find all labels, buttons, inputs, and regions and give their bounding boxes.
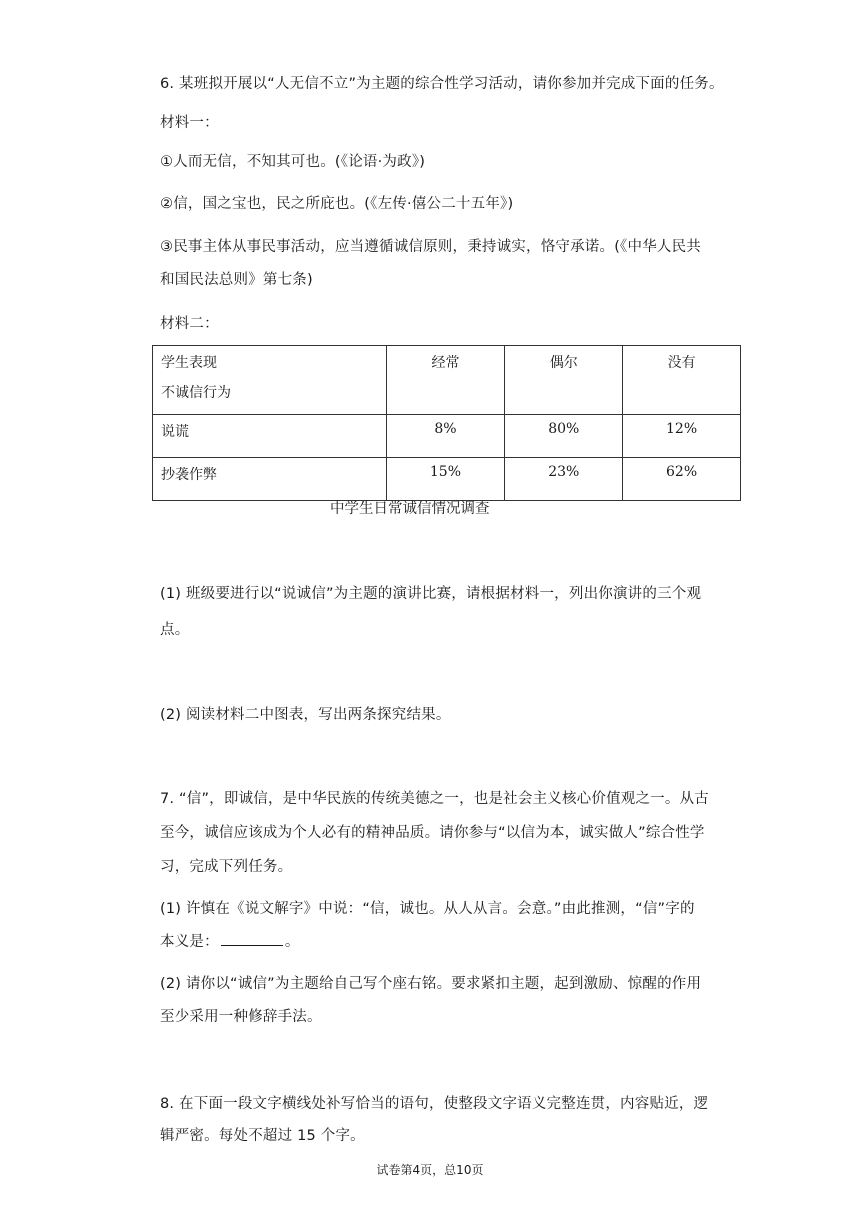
answer-blank[interactable] bbox=[221, 931, 283, 946]
q7-line2: 至今，诚信应该成为个人必有的精神品质。请你参与“以信为本，诚实做人”综合性学 bbox=[160, 825, 705, 841]
page-footer: 试卷第4页，总10页 bbox=[376, 1163, 484, 1177]
q6-material1-item3-line1: ③民事主体从事民事活动，应当遵循诚信原则，秉持诚实，恪守承诺。(《中华人民共 bbox=[160, 239, 702, 255]
q6-material1-label: 材料一： bbox=[160, 115, 219, 131]
q7-sub1-suffix: 。 bbox=[284, 934, 300, 950]
q6-material1-item2: ②信，国之宝也，民之所庇也。(《左传·僖公二十五年》) bbox=[160, 196, 514, 212]
table-corner-bottom: 不诚信行为 bbox=[161, 385, 231, 401]
table-cell: 23% bbox=[505, 458, 623, 501]
q7-sub2-line2: 至少采用一种修辞手法。 bbox=[160, 1009, 322, 1025]
q7-line1: 7. “信”，即诚信，是中华民族的传统美德之一，也是社会主义核心价值观之一。从古 bbox=[160, 791, 709, 807]
q8-line1: 8. 在下面一段文字横线处补写恰当的语句，使整段文字语义完整连贯，内容贴近，逻 bbox=[160, 1096, 709, 1112]
table-row-label: 说谎 bbox=[153, 415, 387, 458]
table-cell: 15% bbox=[386, 458, 505, 501]
table-cell: 80% bbox=[505, 415, 623, 458]
table-row bbox=[153, 458, 741, 501]
q6-material1-item1: ①人而无信，不知其可也。(《论语·为政》) bbox=[160, 154, 426, 170]
q6-material2-label: 材料二： bbox=[160, 316, 219, 332]
q6-sub2: (2) 阅读材料二中图表，写出两条探究结果。 bbox=[160, 707, 451, 723]
table-column-header: 没有 bbox=[623, 346, 741, 415]
q7-sub1-prefix: 本义是： bbox=[160, 934, 219, 950]
table-row-label: 抄袭作弊 bbox=[153, 458, 387, 501]
table-cell: 62% bbox=[623, 458, 741, 501]
table-column-header: 经常 bbox=[386, 346, 505, 415]
table-corner-top: 学生表现 bbox=[161, 355, 217, 371]
q8-line2: 辑严密。每处不超过 15 个字。 bbox=[160, 1128, 365, 1144]
q7-sub1-line2 bbox=[160, 930, 300, 951]
table-cell: 12% bbox=[623, 415, 741, 458]
q7-sub2-line1: (2) 请你以“诚信”为主题给自己写个座右铭。要求紧扣主题，起到激励、惊醒的作用 bbox=[160, 976, 702, 992]
table-caption: 中学生日常诚信情况调查 bbox=[330, 501, 490, 517]
table-column-header: 偶尔 bbox=[505, 346, 623, 415]
q6-material1-item3-line2: 和国民法总则》第七条) bbox=[160, 272, 313, 288]
table-row bbox=[153, 415, 741, 458]
q6-sub1-line2: 点。 bbox=[160, 622, 190, 638]
q6-title: 6. 某班拟开展以“人无信不立”为主题的综合性学习活动，请你参加并完成下面的任务。 bbox=[160, 76, 724, 92]
table-corner-cell bbox=[153, 346, 387, 415]
q7-line3: 习，完成下列任务。 bbox=[160, 859, 293, 875]
table-header-row bbox=[153, 346, 741, 415]
q7-sub1-line1: (1) 许慎在《说文解字》中说：“信，诚也。从人从言。会意。”由此推测，“信”字的 bbox=[160, 901, 695, 917]
q6-sub1-line1: (1) 班级要进行以“说诚信”为主题的演讲比赛，请根据材料一，列出你演讲的三个观 bbox=[160, 586, 702, 602]
survey-table bbox=[152, 345, 741, 501]
table-cell: 8% bbox=[386, 415, 505, 458]
